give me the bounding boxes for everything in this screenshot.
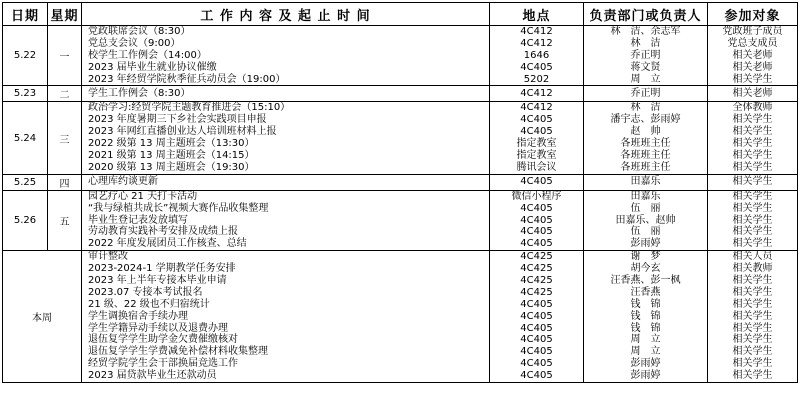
aud-line: 相关学生 bbox=[732, 322, 773, 334]
aud-line: 相关学生 bbox=[732, 73, 773, 85]
weekday-cell: 一 bbox=[48, 26, 82, 86]
place-line: 4C405 bbox=[520, 346, 553, 358]
aud-line: 全体教师 bbox=[732, 102, 773, 114]
schedule-table bbox=[2, 2, 798, 383]
date-cell: 5.25 bbox=[3, 174, 48, 190]
place-line: 4C425 bbox=[520, 286, 553, 298]
place-line: 4C425 bbox=[520, 251, 553, 263]
aud-line: 相关学生 bbox=[732, 226, 773, 238]
aud-line: 相关学生 bbox=[732, 275, 773, 287]
dept-line: 各班班主任 bbox=[620, 161, 671, 173]
dept-line: 田嘉乐 bbox=[630, 176, 661, 188]
aud-cell bbox=[708, 190, 798, 250]
dept-line: 钱 锦 bbox=[630, 322, 661, 334]
header-weekday: 星期 bbox=[48, 3, 82, 26]
content-line: 2023 届毕业生就业协议催缴 bbox=[88, 61, 217, 73]
content-line: 2023 年度暑期三下乡社会实践项目申报 bbox=[88, 114, 267, 126]
dept-line: 蒋文贤 bbox=[630, 61, 661, 73]
aud-cell bbox=[708, 26, 798, 86]
content-line: 劳动教育实践补考安排及成绩上报 bbox=[88, 226, 238, 238]
place-cell bbox=[490, 190, 584, 250]
aud-cell bbox=[708, 102, 798, 174]
place-line: 4C405 bbox=[520, 126, 553, 138]
aud-line: 相关学生 bbox=[732, 358, 773, 370]
content-line: 园艺疗心 21 天打卡活动 bbox=[88, 190, 198, 202]
content-cell bbox=[82, 86, 490, 102]
aud-cell bbox=[708, 174, 798, 190]
dept-line: 林 洁 bbox=[630, 37, 661, 49]
content-line: 2022 年度发展团员工作核查、总结 bbox=[88, 238, 247, 250]
aud-line: 相关学生 bbox=[732, 298, 773, 310]
header-row bbox=[3, 3, 798, 26]
place-line: 4C405 bbox=[520, 298, 553, 310]
content-line: 2022 级第 13 周主题班会（13:30） bbox=[88, 138, 255, 150]
aud-line: 相关老师 bbox=[732, 49, 773, 61]
content-line: 21 级、22 级也不归宿统计 bbox=[88, 298, 210, 310]
content-cell bbox=[82, 26, 490, 86]
dept-line: 潘宇志、彭雨婷 bbox=[610, 114, 681, 126]
weekday-cell: 四 bbox=[48, 174, 82, 190]
place-line: 4C405 bbox=[520, 310, 553, 322]
aud-line: 相关学生 bbox=[732, 370, 773, 382]
dept-line: 汪香燕、彭一枫 bbox=[610, 275, 681, 287]
day-row bbox=[3, 102, 798, 174]
aud-line: 相关学生 bbox=[732, 346, 773, 358]
place-line: 指定教室 bbox=[516, 138, 557, 150]
week-label: 本周 bbox=[3, 251, 82, 383]
header-date: 日期 bbox=[3, 3, 48, 26]
date-cell: 5.23 bbox=[3, 86, 48, 102]
header-audience: 参加对象 bbox=[708, 3, 798, 26]
dept-line: 周 立 bbox=[630, 73, 661, 85]
content-line: 2021 级第 13 周主题班会（14:15） bbox=[88, 150, 255, 162]
place-line: 腾讯会议 bbox=[516, 161, 557, 173]
header-dept: 负责部门或负责人 bbox=[584, 3, 708, 26]
dept-cell bbox=[584, 102, 708, 174]
content-line: 审计整改 bbox=[88, 251, 128, 263]
content-line: 党总支会议（9:00） bbox=[88, 37, 181, 49]
aud-cell bbox=[708, 86, 798, 102]
content-line: 退伍复学学生学费减免补偿材料收集整理 bbox=[88, 346, 268, 358]
place-line: 4C405 bbox=[520, 61, 553, 73]
aud-line: 相关学生 bbox=[732, 126, 773, 138]
dept-line: 彭雨婷 bbox=[630, 358, 661, 370]
aud-line: 相关老师 bbox=[732, 88, 773, 99]
day-row bbox=[3, 174, 798, 190]
dept-line: 周 立 bbox=[630, 334, 661, 346]
weekday-cell: 三 bbox=[48, 102, 82, 174]
aud-line: 相关学生 bbox=[732, 176, 773, 188]
content-line: 2023-2024-1 学期教学任务安排 bbox=[88, 263, 236, 275]
place-line: 4C405 bbox=[520, 226, 553, 238]
aud-line: 相关人员 bbox=[732, 251, 773, 263]
content-line: 2023 年经贸学院秋季征兵动员会（19:00） bbox=[88, 73, 286, 85]
dept-line: 林 洁、余志军 bbox=[610, 26, 681, 37]
place-line: 4C405 bbox=[520, 238, 553, 250]
day-row bbox=[3, 26, 798, 86]
place-cell bbox=[490, 26, 584, 86]
dept-cell bbox=[584, 86, 708, 102]
aud-line: 相关学生 bbox=[732, 214, 773, 226]
day-row bbox=[3, 86, 798, 102]
dept-line: 赵 帅 bbox=[630, 126, 661, 138]
content-line: 2023 年网红直播创业达人培训班材料上报 bbox=[88, 126, 277, 138]
weekday-cell: 二 bbox=[48, 86, 82, 102]
dept-cell bbox=[584, 251, 708, 383]
date-cell: 5.26 bbox=[3, 190, 48, 250]
dept-line: 谢 梦 bbox=[630, 251, 661, 263]
content-cell bbox=[82, 174, 490, 190]
dept-cell bbox=[584, 190, 708, 250]
content-line: 心理库约谈更新 bbox=[88, 176, 158, 188]
content-line: “我与绿植共成长”视频大赛作品收集整理 bbox=[88, 202, 269, 214]
weekday-cell: 五 bbox=[48, 190, 82, 250]
dept-line: 伍 丽 bbox=[630, 226, 661, 238]
aud-line: 相关学生 bbox=[732, 150, 773, 162]
aud-line: 相关学生 bbox=[732, 138, 773, 150]
aud-cell bbox=[708, 251, 798, 383]
aud-line: 相关学生 bbox=[732, 334, 773, 346]
content-line: 校学生工作例会（14:00） bbox=[88, 49, 207, 61]
content-line: 2023 届贷款毕业生还款动员 bbox=[88, 370, 217, 382]
place-cell bbox=[490, 102, 584, 174]
aud-line: 相关学生 bbox=[732, 310, 773, 322]
place-line: 4C425 bbox=[520, 275, 553, 287]
dept-line: 伍 丽 bbox=[630, 202, 661, 214]
place-line: 4C405 bbox=[520, 176, 553, 188]
place-line: 4C412 bbox=[520, 88, 553, 99]
place-line: 4C405 bbox=[520, 358, 553, 370]
content-line: 2023 年上半年专接本毕业申请 bbox=[88, 275, 227, 287]
dept-line: 汪香燕 bbox=[630, 286, 661, 298]
content-cell bbox=[82, 190, 490, 250]
aud-line: 相关学生 bbox=[732, 286, 773, 298]
dept-line: 田嘉乐、赵帅 bbox=[615, 214, 676, 226]
place-line: 4C412 bbox=[520, 26, 553, 37]
place-line: 4C412 bbox=[520, 102, 553, 114]
place-line: 1646 bbox=[523, 49, 550, 61]
aud-line: 相关学生 bbox=[732, 114, 773, 126]
dept-line: 乔正明 bbox=[630, 88, 661, 99]
dept-line: 各班班主任 bbox=[620, 138, 671, 150]
content-cell bbox=[82, 251, 490, 383]
content-line: 党政联席会议（8:30） bbox=[88, 26, 191, 37]
place-line: 4C412 bbox=[520, 37, 553, 49]
place-line: 4C405 bbox=[520, 334, 553, 346]
dept-line: 钱 锦 bbox=[630, 310, 661, 322]
content-line: 2023.07 专接本考试报名 bbox=[88, 286, 203, 298]
aud-line: 相关老师 bbox=[732, 61, 773, 73]
dept-cell bbox=[584, 174, 708, 190]
dept-line: 胡今玄 bbox=[630, 263, 661, 275]
aud-line: 相关学生 bbox=[732, 190, 773, 202]
place-line: 4C405 bbox=[520, 322, 553, 334]
dept-line: 周 立 bbox=[630, 346, 661, 358]
place-cell bbox=[490, 174, 584, 190]
dept-line: 田嘉乐 bbox=[630, 190, 661, 202]
content-line: 学生学籍异动手续以及退费办理 bbox=[88, 322, 228, 334]
content-line: 毕业生登记表发放填写 bbox=[88, 214, 188, 226]
dept-line: 林 洁 bbox=[630, 102, 661, 114]
aud-line: 相关学生 bbox=[732, 202, 773, 214]
aud-line: 相关学生 bbox=[732, 238, 773, 250]
place-line: 4C425 bbox=[520, 263, 553, 275]
dept-cell bbox=[584, 26, 708, 86]
dept-line: 彭雨婷 bbox=[630, 238, 661, 250]
content-line: 退伍复学学生助学金欠费催缴核对 bbox=[88, 334, 238, 346]
place-line: 4C405 bbox=[520, 214, 553, 226]
content-line: 2020 级第 13 周主题班会（19:30） bbox=[88, 161, 255, 173]
place-cell bbox=[490, 86, 584, 102]
place-line: 5202 bbox=[523, 73, 550, 85]
dept-line: 各班班主任 bbox=[620, 150, 671, 162]
place-line: 4C405 bbox=[520, 202, 553, 214]
content-cell bbox=[82, 102, 490, 174]
aud-line: 党政班子成员 bbox=[722, 26, 783, 37]
day-row bbox=[3, 251, 798, 383]
header-place: 地点 bbox=[490, 3, 584, 26]
place-line: 4C405 bbox=[520, 114, 553, 126]
dept-line: 彭雨婷 bbox=[630, 370, 661, 382]
date-cell: 5.22 bbox=[3, 26, 48, 86]
content-line: 政治学习:经贸学院主题教育推进会（15:10） bbox=[88, 102, 291, 114]
dept-line: 钱 锦 bbox=[630, 298, 661, 310]
content-line: 经贸学院学生会干部换届竞选工作 bbox=[88, 358, 238, 370]
place-line: 4C405 bbox=[520, 370, 553, 382]
day-row bbox=[3, 190, 798, 250]
aud-line: 党总支成员 bbox=[727, 37, 778, 49]
content-line: 学生调换宿舍手续办理 bbox=[88, 310, 188, 322]
aud-line: 相关学生 bbox=[732, 161, 773, 173]
place-line: 指定教室 bbox=[516, 150, 557, 162]
date-cell: 5.24 bbox=[3, 102, 48, 174]
header-content: 工 作 内 容 及 起 止 时 间 bbox=[82, 3, 490, 26]
aud-line: 相关教师 bbox=[732, 263, 773, 275]
dept-line: 乔正明 bbox=[630, 49, 661, 61]
place-line: 微信小程序 bbox=[511, 190, 562, 202]
place-cell bbox=[490, 251, 584, 383]
content-line: 学生工作例会（8:30） bbox=[88, 88, 191, 99]
